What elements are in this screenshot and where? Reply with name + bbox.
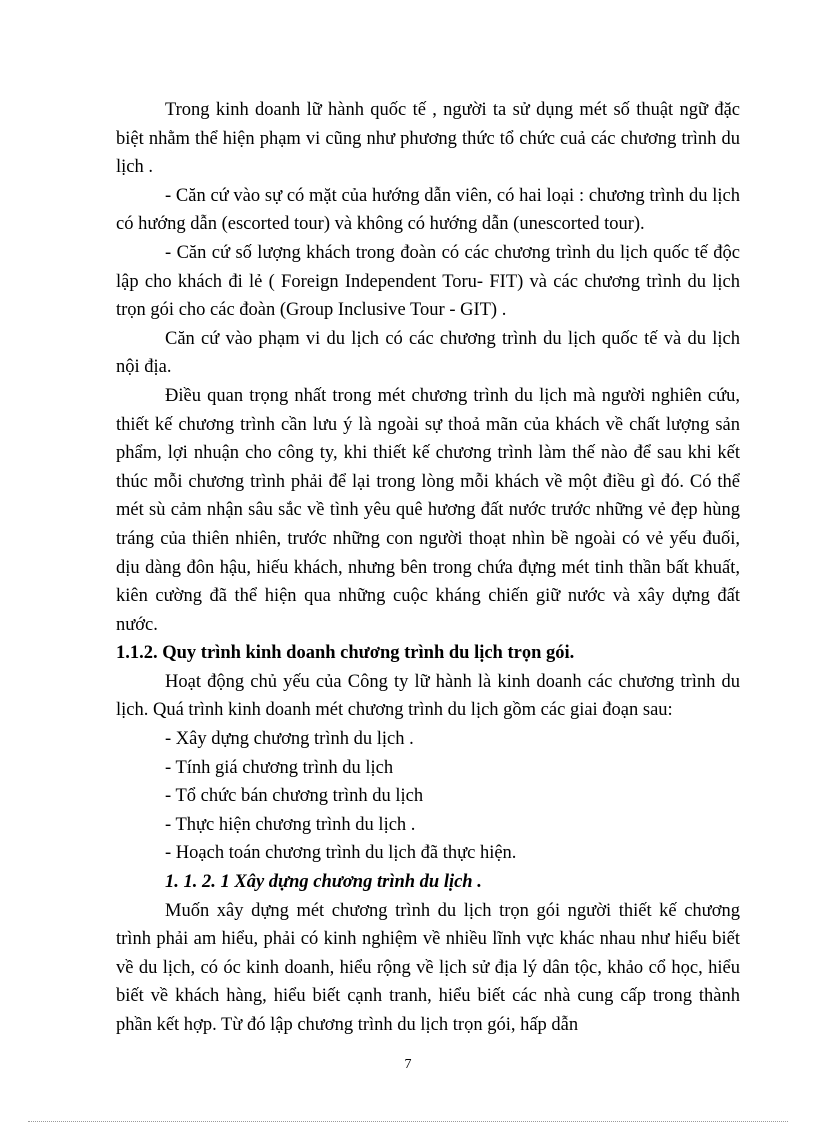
page-number: 7 — [404, 1057, 412, 1072]
paragraph-guide-criteria: - Căn cứ vào sự có mặt của hướng dẫn viên, có hai loại : chương trình du lịch có hướng dẫn (escorted tour) và không có hướng dẫn (unescorted tour). — [116, 185, 740, 235]
list-item: - Xây dựng chương trình du lịch . — [165, 729, 414, 750]
list-item: - Tổ chức bán chương trình du lịch — [165, 786, 424, 807]
page-bottom-divider — [28, 1121, 788, 1122]
list-item: - Hoạch toán chương trình du lịch đã thực hiện. — [165, 843, 517, 864]
paragraph-terminology: Trong kinh doanh lữ hành quốc tế , người ta sử dụng mét số thuật ngữ đặc biệt nhằm thể hiện phạm vi cũng như phương thức tổ chức cuả các chương trình du lịch . — [116, 100, 740, 178]
paragraph-scope-criteria: Căn cứ vào phạm vi du lịch có các chương trình du lịch quốc tế và du lịch nội địa. — [116, 328, 740, 378]
list-item: - Tính giá chương trình du lịch — [165, 757, 394, 778]
paragraph-group-size-criteria: - Căn cứ số lượng khách trong đoàn có các chương trình du lịch quốc tế độc lập cho khách đi lẻ ( Foreign Independent Toru- FIT) và các chương trình du lịch trọn gói cho các đoàn (Group Inclusive Tour - GIT) . — [116, 242, 740, 321]
paragraph-closing: Muốn xây dựng mét chương trình du lịch trọn gói người thiết kế chương trình phải am hiểu, phải có kinh nghiệm về nhiều lĩnh vực khác nhau như hiểu biết về du lịch, có óc kinh doanh, hiểu rộng về lịch sử địa lý dân tộc, khảo cổ học, hiểu biết về khách hàng, hiểu biết cạnh tranh, hiểu biết các nhà cung cấp trong thành phần kết hợp. Từ đó lập chương trình du lịch trọn gói, hấp dẫn — [116, 900, 740, 1035]
paragraph-intro: Hoạt động chủ yếu của Công ty lữ hành là kinh doanh các chương trình du lịch. Quá trình kinh doanh mét chương trình du lịch gồm các giai đoạn sau: — [116, 671, 740, 721]
paragraph-importance: Điều quan trọng nhất trong mét chương trình du lịch mà người nghiên cứu, thiết kế chương trình cần lưu ý là ngoài sự thoả mãn của khách về chất lượng sản phẩm, lợi nhuận cho công ty, khi thiết kế chương trình làm thế nào để sau khi kết thúc mỗi chương trình phải để lại trong lòng mỗi khách về một điều gì đó. Có thể mét sù cảm nhận sâu sắc về tình yêu quê hương đất nước trước những vẻ đẹp hùng tráng của thiên nhiên, trước những con người thoạt nhìn bề ngoài có vẻ yếu đuối, dịu dàng đôn hậu, hiếu khách, nhưng bên trong chứa đựng mét tinh thần bất khuất, kiên cường đã thể hiện qua những cuộc kháng chiến giữ nước và xây dựng đất nước. — [116, 385, 740, 635]
body-text — [116, 96, 740, 1040]
subsection-heading: 1. 1. 2. 1 Xây dựng chương trình du lịch . — [165, 872, 482, 893]
section-heading: 1.1.2. Quy trình kinh doanh chương trình du lịch trọn gói. — [116, 643, 575, 664]
list-item: - Thực hiện chương trình du lịch . — [165, 814, 416, 835]
